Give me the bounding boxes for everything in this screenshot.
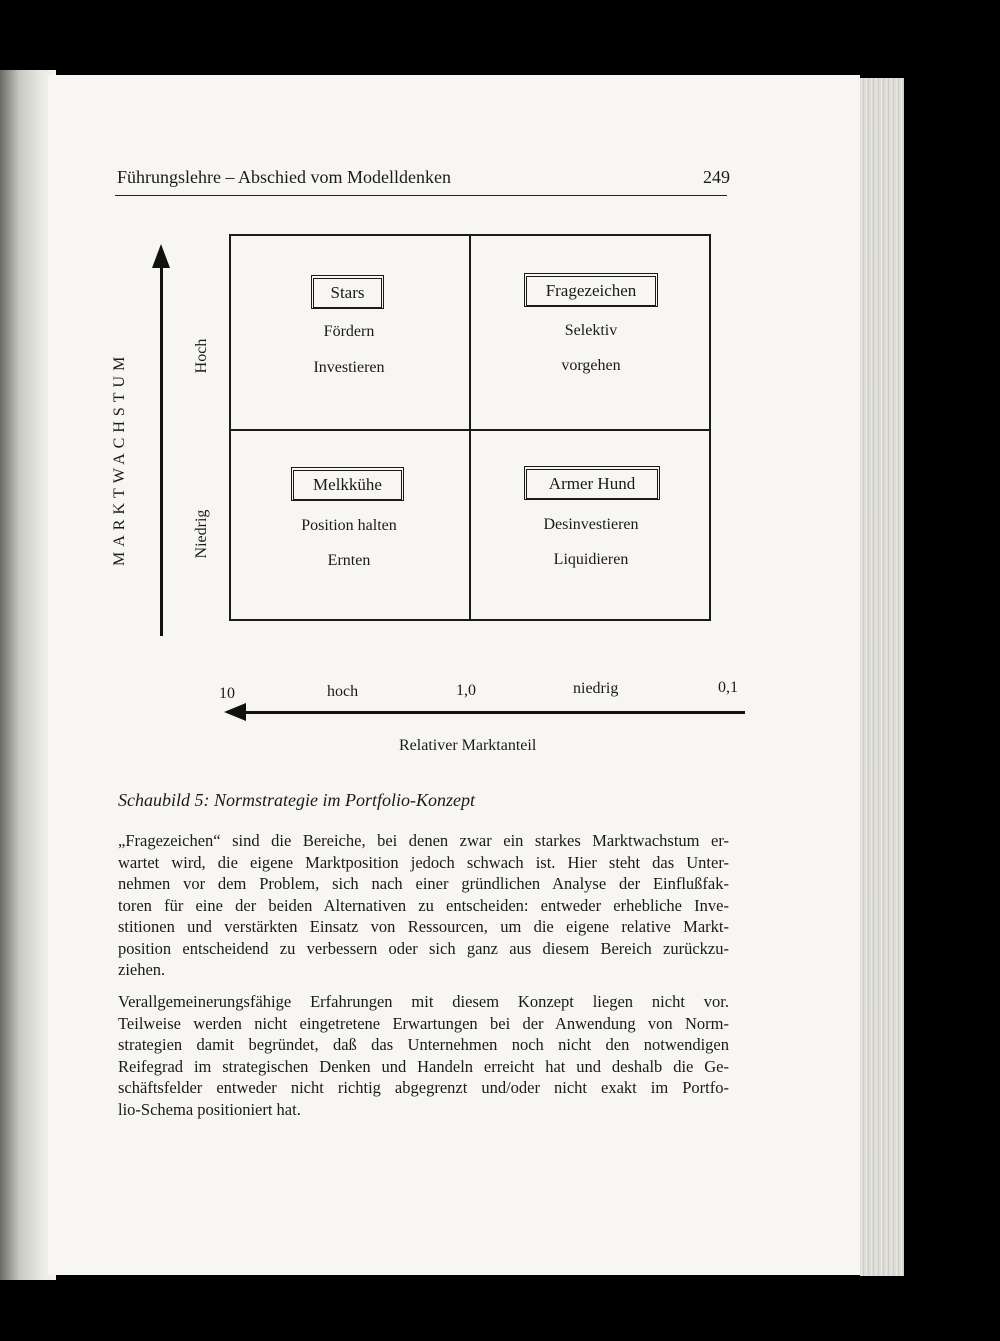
paragraph-line: ziehen. [118,960,166,979]
matrix-horizontal-divider [229,429,711,431]
quadrant-title-armer-hund: Armer Hund [524,466,660,500]
paragraph-line: position entscheidend zu verbessern oder sich ganz aus diesem Bereich zurückzu- [118,938,729,958]
x-axis-label-niedrig: niedrig [573,680,619,697]
paragraph-line: stitionen und verstärkten Einsatz von Ressourcen, um die eigene relative Markt- [118,917,729,936]
paragraph-line: strategien damit begründet, daß das Unternehmen noch nicht den notwendigen [118,1035,729,1054]
paragraph-line: toren für eine der beiden Alternativen zu entscheiden: entweder erhebliche Inve- [118,895,729,915]
quadrant-melkkuehe-line1: Position halten [301,517,397,534]
quadrant-stars-line2: Investieren [313,359,385,376]
quadrant-fragezeichen-line1: Selektiv [564,322,618,339]
paragraph-line: nehmen vor dem Problem, sich nach einer gründlichen Analyse der Einflußfak- [118,874,729,893]
paragraph-1 [118,830,729,981]
matrix-vertical-divider [469,234,471,621]
paragraph-line: schäftsfelder entweder nicht richtig abgegrenzt und/oder nicht exakt im Portfo- [118,1078,729,1097]
x-axis-title: Relativer Marktanteil [399,737,537,754]
paragraph-line: Verallgemeinerungsfähige Erfahrungen mit diesem Konzept liegen nicht vor. [118,992,729,1011]
running-header: Führungslehre – Abschied vom Modelldenken [117,167,451,187]
page-number: 249 [703,167,730,187]
paragraph-2 [118,991,729,1120]
x-axis-label-10: 10 [219,685,235,702]
y-axis-low-label: Niedrig [193,509,210,559]
quadrant-stars-line1: Fördern [323,323,375,340]
paragraph-line: Reifegrad im strategischen Denken und Handeln erreicht hat und deshalb die Ge- [118,1056,729,1076]
x-axis-label-0-1: 0,1 [718,679,738,696]
quadrant-armer-hund-line1: Desinvestieren [543,516,639,533]
paragraph-line: „Fragezeichen“ sind die Bereiche, bei denen zwar ein starkes Marktwachstum er- [118,831,729,850]
x-axis-label-hoch: hoch [327,683,359,700]
x-axis-arrow [240,711,745,714]
paragraph-line: lio-Schema positioniert hat. [118,1099,301,1119]
x-axis-label-1-0: 1,0 [456,682,476,699]
quadrant-melkkuehe-line2: Ernten [327,552,371,569]
figure-caption: Schaubild 5: Normstrategie im Portfolio-Konzept [118,790,475,810]
page-edges [860,78,904,1276]
header-rule [115,195,727,196]
quadrant-fragezeichen-line2: vorgehen [561,357,621,374]
paragraph-line: wartet wird, die eigene Marktposition jedoch schwach ist. Hier steht das Unter- [118,852,729,872]
quadrant-title-stars: Stars [311,275,384,309]
y-axis-title: MARKTWACHSTUM [111,351,128,566]
y-axis-high-label: Hoch [193,338,210,374]
y-axis-arrow [160,262,163,636]
paragraph-line: Teilweise werden nicht eingetretene Erwartungen bei der Anwendung von Norm- [118,1013,729,1033]
quadrant-armer-hund-line2: Liquidieren [553,551,629,568]
quadrant-title-fragezeichen: Fragezeichen [524,273,658,307]
quadrant-title-melkkuehe: Melkkühe [291,467,404,501]
